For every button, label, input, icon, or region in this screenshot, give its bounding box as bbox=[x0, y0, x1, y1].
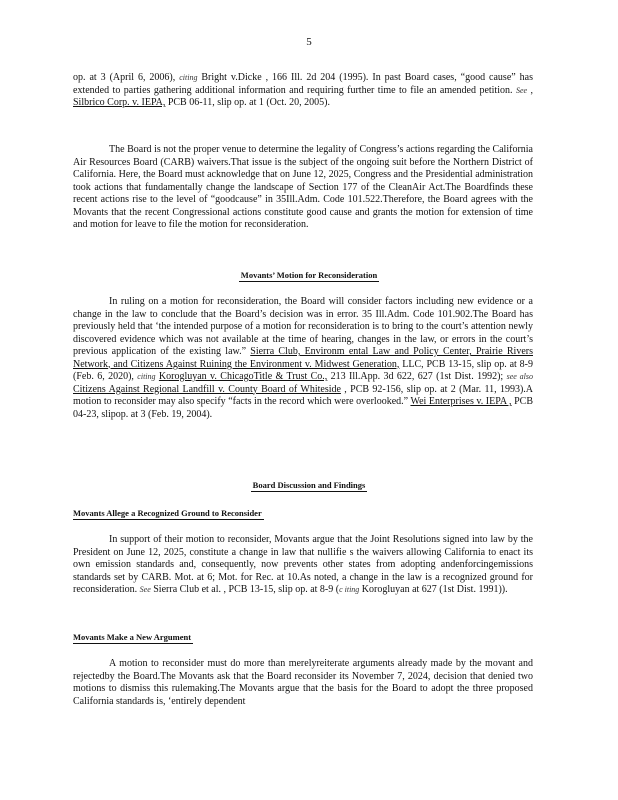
case-name: Citizens Against Regional Landfill v. County Board of Whiteside bbox=[73, 383, 341, 395]
text-run: The Board is not the proper venue to determine the legality of Congress’s actions regarding the California Air Resources Board (CARB) waivers.That issue is the subject of the ongoing suit before the Northern District of California. Here, the Board must acknowledge that on June 12, 2025, Congress and the Presidential administration took actions that fundamentally change the landscape of Section 177 of the CleanAir Act.The Boardfinds these recent actions rise to the level of “goodcause” in 35Ill.Adm. Code 101.522.Therefore, the Board agrees with the Movants that the recent Congressional actions constitute good cause and grants the motion for extension of time and motion for leave to file the motion for reconsideration. bbox=[73, 144, 533, 230]
text-run: Sierra Club et al. , PCB 13-15, slip op. at 8-9 ( bbox=[150, 584, 340, 595]
signal-see: See bbox=[139, 585, 151, 594]
case-name: Wei Enterprises v. IEPA , bbox=[410, 396, 512, 407]
text-run: , bbox=[527, 84, 533, 96]
signal-citing: citing bbox=[179, 73, 198, 82]
text-run: In ruling on a motion for reconsideration, the Board will consider factors including new evidence or a change in the law to conclude that the Board’s decision was in error. 35 Ill.Adm. Code 101.902.The Board has previously held that ‘the intended purpose of a motion for reconsideration is to bring to the court’s attention newly discovered evidence which was not available at the time of hearing, changes in the law, or errors in the court’s previous application of the existing law.” bbox=[73, 296, 533, 357]
text-run: Korogluyan at 627 (1st Dist. 1991)). bbox=[359, 584, 508, 595]
text-run: A motion to reconsider must do more than merelyreiterate arguments already made by the movant and rejectedby the Board.The Movants ask that the Board reconsider its November 7, 2024, decision that denied two motions to dismiss this rulemaking.The Movants argue that the basis for the Board to adopt the three proposed California standards is, ‘entirely dependent bbox=[73, 658, 533, 707]
text-run: LLC, PCB 13-15, slip op. at 8-9 (Feb. 6, 2020), bbox=[73, 358, 533, 382]
text-run: In support of their motion to reconsider, Movants argue that the Joint Resolutions signed into law by the President on June 12, 2025, constitute a change in law that nullifie s the waivers allowing California to enact its own emission standards and, consequently, now prevents other states from adopting andenforcingemissions standards set by CARB. Mot. at 6; Mot. for Rec. at 10.As noted, a change in the law is a recognized ground for reconsideration. bbox=[73, 534, 533, 595]
paragraph-3 bbox=[73, 296, 533, 421]
text-run: , PCB 92-156, slip op. at 2 (Mar. 11, 1993).A motion to reconsider may also specify “facts in the record which were overlooked.” bbox=[73, 383, 533, 407]
page-number: 5 bbox=[306, 36, 312, 48]
text-run: 213 Ill.App. 3d 622, 627 (1st Dist. 1992); bbox=[327, 371, 507, 382]
text-run: PCB 04-23, slipop. at 3 (Feb. 19, 2004). bbox=[73, 396, 534, 420]
signal-see: See bbox=[515, 85, 528, 95]
signal-citing: citing bbox=[137, 372, 156, 381]
case-name: Sierra Club, Environm ental Law and Policy Center, Prairie Rivers Network, and Citizens Against Ruining the Environment v. Midwest Generation, bbox=[73, 346, 533, 370]
case-name: Korogluyan v. ChicagoTitle & Trust Co., bbox=[158, 371, 328, 382]
signal-citing: c iting bbox=[339, 585, 360, 594]
paragraph-1 bbox=[73, 72, 533, 110]
heading-recognized-ground: Movants Allege a Recognized Ground to Reconsider bbox=[73, 508, 262, 518]
text-run: PCB 06-11, slip op. at 1 (Oct. 20, 2005). bbox=[165, 97, 330, 108]
text-run: op. at 3 (April 6, 2006), bbox=[73, 72, 180, 83]
paragraph-2 bbox=[73, 144, 533, 232]
paragraph-5 bbox=[73, 658, 533, 708]
heading-motion-for-reconsideration: Movants’ Motion for Reconsideration bbox=[240, 270, 378, 280]
case-name: Silbrico Corp. v. IEPA, bbox=[73, 97, 166, 108]
signal-see-also: see also bbox=[506, 372, 534, 381]
heading-board-discussion: Board Discussion and Findings bbox=[252, 480, 366, 490]
heading-new-argument: Movants Make a New Argument bbox=[73, 632, 192, 642]
paragraph-4 bbox=[73, 534, 533, 597]
text-run: Bright v.Dicke , 166 Ill. 2d 204 (1995). In past Board cases, “good cause” has extended to parties gathering additional information and requiring further time to file an amended petition. bbox=[73, 72, 533, 96]
